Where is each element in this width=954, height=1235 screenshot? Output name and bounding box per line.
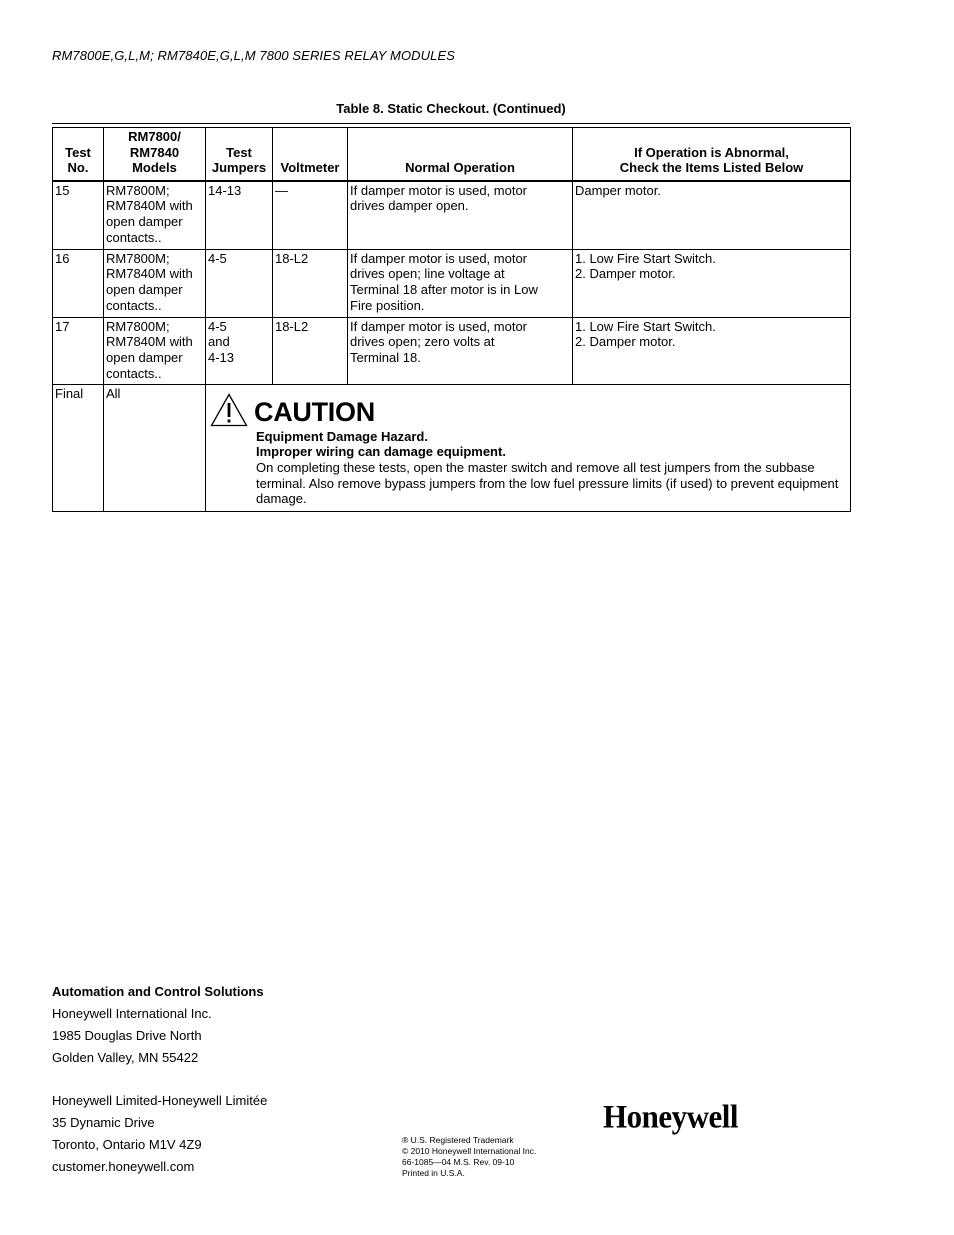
cell-normal-operation: If damper motor is used, motor drives damper open. (348, 181, 573, 250)
cell-normal-operation: If damper motor is used, motor drives open; line voltage at Terminal 18 after motor is in Low Fire position. (348, 249, 573, 317)
website-link[interactable]: customer.honeywell.com (52, 1159, 195, 1174)
caution-body (256, 429, 846, 507)
cell-models: All (104, 384, 206, 511)
static-checkout-table-wrapper (52, 123, 850, 512)
cell-voltmeter: 18-L2 (273, 317, 348, 384)
cell-test-no: Final (53, 384, 104, 511)
printed-line: Printed in U.S.A. (402, 1168, 465, 1178)
caution-warning-line: Improper wiring can damage equipment. (256, 444, 506, 460)
caution-heading (210, 389, 846, 427)
canada-address-block (52, 1090, 267, 1178)
cell-jumpers: 4-5 (206, 249, 273, 317)
warning-triangle-icon (210, 393, 248, 427)
table-row (53, 249, 851, 317)
cell-test-no: 17 (53, 317, 104, 384)
address-line: 1985 Douglas Drive North (52, 1028, 202, 1043)
fine-print (402, 1135, 536, 1179)
col-header-jumpers: Test Jumpers (206, 128, 273, 181)
copyright-line: © 2010 Honeywell International Inc. (402, 1146, 537, 1156)
static-checkout-table (52, 127, 851, 512)
cell-abnormal: Damper motor. (573, 181, 851, 250)
table-row (53, 317, 851, 384)
company-heading: Automation and Control Solutions (52, 984, 264, 999)
honeywell-logo: Honeywell (603, 1098, 738, 1135)
caution-title: CAUTION (254, 396, 375, 427)
document-number-line: 66-1085—04 M.S. Rev. 09-10 (402, 1157, 515, 1167)
cell-models: RM7800M; RM7840M with open damper contacts.. (104, 181, 206, 250)
cell-abnormal: 1. Low Fire Start Switch. 2. Damper motor. (573, 317, 851, 384)
caution-instructions: On completing these tests, open the master switch and remove all test jumpers from the subbase terminal. Also remove bypass jumpers from the low fuel pressure limits (if used) to prevent equipment damage. (256, 459, 839, 507)
cell-abnormal: 1. Low Fire Start Switch. 2. Damper motor. (573, 249, 851, 317)
trademark-line: ® U.S. Registered Trademark (402, 1135, 514, 1145)
col-header-test-no: Test No. (53, 128, 104, 181)
table-row-final (53, 384, 851, 511)
running-header: RM7800E,G,L,M; RM7840E,G,L,M 7800 SERIES RELAY MODULES (52, 48, 456, 63)
table-caption: Table 8. Static Checkout. (Continued) (336, 101, 566, 116)
cell-normal-operation: If damper motor is used, motor drives open; zero volts at Terminal 18. (348, 317, 573, 384)
cell-jumpers: 4-5 and 4-13 (206, 317, 273, 384)
us-address-block (52, 981, 264, 1069)
col-header-normal-operation: Normal Operation (348, 128, 573, 181)
address-line: Toronto, Ontario M1V 4Z9 (52, 1137, 202, 1152)
table-header-row (53, 128, 851, 181)
cell-voltmeter: 18-L2 (273, 249, 348, 317)
address-line: Honeywell Limited-Honeywell Limitée (52, 1093, 268, 1108)
col-header-voltmeter: Voltmeter (273, 128, 348, 181)
table-row (53, 181, 851, 250)
cell-voltmeter: — (273, 181, 348, 250)
cell-models: RM7800M; RM7840M with open damper contacts.. (104, 249, 206, 317)
col-header-models: RM7800/ RM7840 Models (104, 128, 206, 181)
address-line: Golden Valley, MN 55422 (52, 1050, 199, 1065)
cell-test-no: 15 (53, 181, 104, 250)
address-line: 35 Dynamic Drive (52, 1115, 155, 1130)
cell-test-no: 16 (53, 249, 104, 317)
caution-box (206, 384, 851, 511)
col-header-abnormal: If Operation is Abnormal, Check the Items Listed Below (573, 128, 851, 181)
cell-jumpers: 14-13 (206, 181, 273, 250)
address-line: Honeywell International Inc. (52, 1006, 212, 1021)
caution-hazard-line: Equipment Damage Hazard. (256, 428, 428, 444)
cell-models: RM7800M; RM7840M with open damper contacts.. (104, 317, 206, 384)
